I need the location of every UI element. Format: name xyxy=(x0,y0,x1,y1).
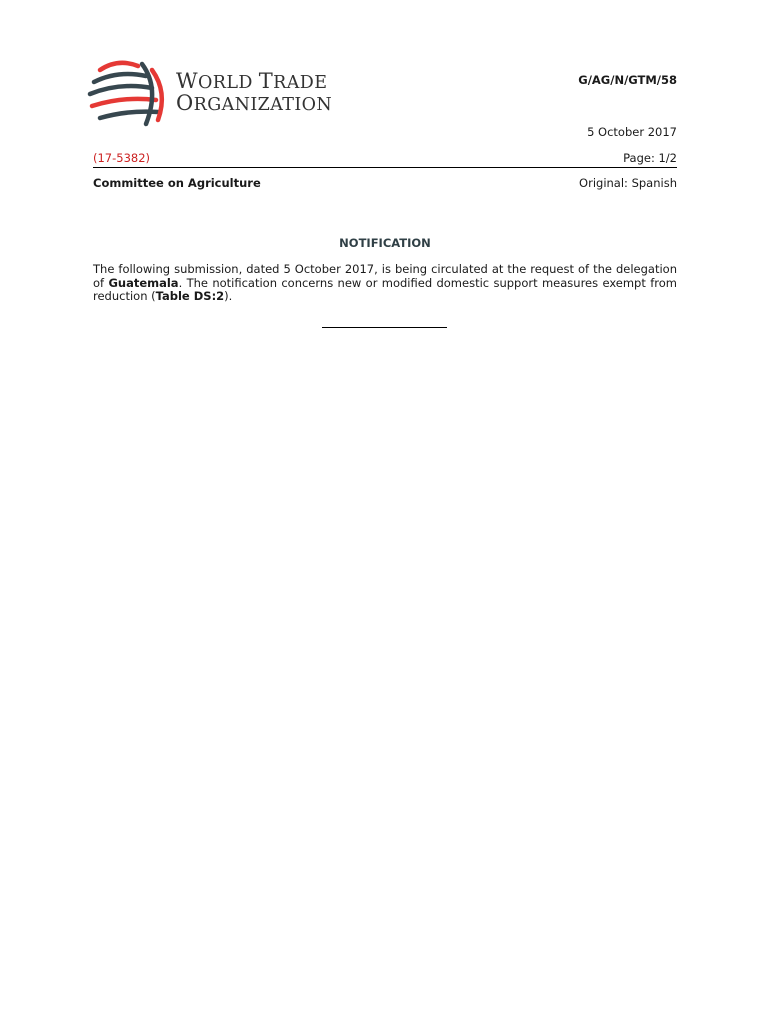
organization-name-line1: WORLD TRADE xyxy=(176,69,328,93)
original-language: Original: Spanish xyxy=(579,176,677,190)
end-divider xyxy=(322,327,447,328)
document-date: 5 October 2017 xyxy=(587,125,677,139)
committee-name: Committee on Agriculture xyxy=(93,176,261,190)
organization-name-line2: ORGANIZATION xyxy=(176,91,333,115)
organization-name xyxy=(176,71,332,115)
reference-number: (17-5382) xyxy=(93,151,151,165)
country-name: Guatemala xyxy=(108,275,179,290)
page-number: Page: 1/2 xyxy=(623,151,677,165)
notification-heading: NOTIFICATION xyxy=(339,236,431,250)
notification-body: The following submission, dated 5 October 2017, is being circulated at the request of the delegation of Guatemala. The notification concerns new or modified domestic support measures exempt from reduction (Table DS:2). xyxy=(93,262,677,303)
wto-logo-icon xyxy=(84,60,174,128)
table-reference: Table DS:2 xyxy=(155,289,225,303)
header-divider xyxy=(93,167,677,168)
document-symbol: G/AG/N/GTM/58 xyxy=(578,73,677,87)
